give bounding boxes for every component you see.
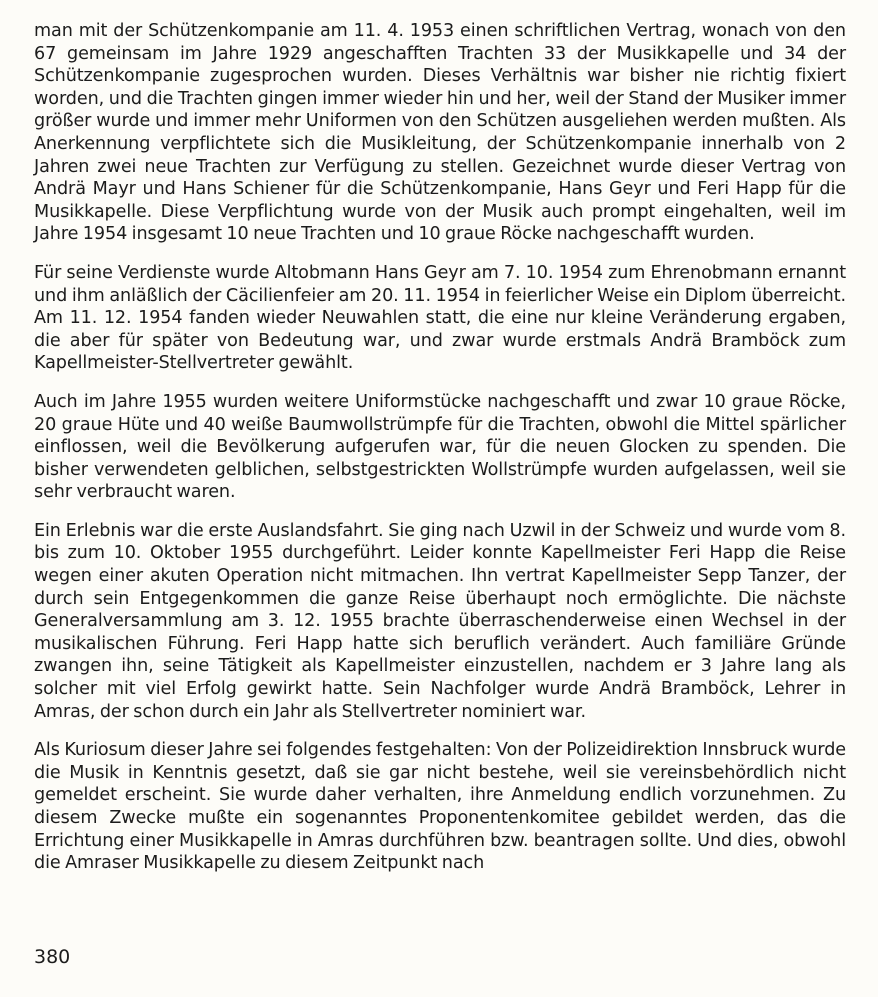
paragraph-trachten-vertrag: man mit der Schützenkompanie am 11. 4. 1953 einen schriftlichen Vertrag, wonach von den 67 gemeinsam im Jahre 1929 angeschafften Trachten 33 der Musikkapelle und 34 der Schützenkompanie zugesprochen wurden. Dieses Verhältnis war bisher nie richtig fixiert worden, und die Trachten gingen immer wieder hin und her, weil der Stand der Musiker immer größer wurde und immer mehr Uniformen von den Schützen ausgeliehen werden mußten. Als Anerkennung verpflichtete sich die Musikleitung, der Schützenkompanie innerhalb von 2 Jahren zwei neue Trachten zur Verfügung zu stellen. Gezeichnet wurde dieser Vertrag von Andrä Mayr und Hans Schiener für die Schützenkompanie, Hans Geyr und Feri Happ für die Musikkapelle. Diese Verpflichtung wurde von der Musik auch prompt eingehalten, weil im Jahre 1954 insgesamt 10 neue Trachten und 10 graue Röcke nachgeschafft wurden. <box>34 21 846 245</box>
document-page <box>34 20 846 875</box>
page-number: 380 <box>34 946 71 968</box>
paragraph-auslandsfahrt: Ein Erlebnis war die erste Auslandsfahrt. Sie ging nach Uzwil in der Schweiz und wurde vom 8. bis zum 10. Oktober 1955 durchgeführt. Leider konnte Kapellmeister Feri Happ die Reise wegen einer akuten Operation nicht mitmachen. Ihn vertrat Kapellmeister Sepp Tanzer, der durch sein Entgegenkommen die ganze Reise überhaupt noch ermöglichte. Die nächste Generalversammlung am 3. 12. 1955 brachte überraschenderweise einen Wechsel in der musikalischen Führung. Feri Happ hatte sich beruflich verändert. Auch familiäre Gründe zwangen ihn, seine Tätigkeit als Kapellmeister einzustellen, nachdem er 3 Jahre lang als solcher mit viel Erfolg gewirkt hatte. Sein Nachfolger wurde Andrä Bramböck, Lehrer in Amras, der schon durch ein Jahr als Stellvertreter nominiert war. <box>34 520 846 722</box>
paragraph-kuriosum: Als Kuriosum dieser Jahre sei folgendes festgehalten: Von der Polizeidirektion Innsbruck wurde die Musik in Kenntnis gesetzt, daß sie gar nicht bestehe, weil sie vereinsbehördlich nicht gemeldet erscheint. Sie wurde daher verhalten, ihre Anmeldung endlich vorzunehmen. Zu diesem Zwecke mußte ein sogenanntes Proponentenkomitee gebildet werden, das die Errichtung einer Musikkapelle in Amras durchführen bzw. beantragen sollte. Und dies, obwohl die Amraser Musikkapelle zu diesem Zeitpunkt nach <box>34 740 846 874</box>
paragraph-uniformstuecke-1955: Auch im Jahre 1955 wurden weitere Uniformstücke nachgeschafft und zwar 10 graue Röcke, 20 graue Hüte und 40 weiße Baumwollstrümpfe für die Trachten, obwohl die Mittel spärlicher einflossen, weil die Bevölkerung aufgerufen war, für die neuen Glocken zu spenden. Die bisher verwendeten gelblichen, selbstgestrickten Wollstrümpfe wurden aufgelassen, weil sie sehr verbraucht waren. <box>34 391 846 503</box>
paragraph-ehrenobmann: Für seine Verdienste wurde Altobmann Hans Geyr am 7. 10. 1954 zum Ehrenobmann ernannt und ihm anläßlich der Cäcilienfeier am 20. 11. 1954 in feierlicher Weise ein Diplom überreicht. Am 11. 12. 1954 fanden wieder Neuwahlen statt, die eine nur kleine Veränderung ergaben, die aber für später von Bedeutung war, und zwar wurde erstmals Andrä Bramböck zum Kapellmeister-Stellvertreter gewählt. <box>34 262 846 374</box>
